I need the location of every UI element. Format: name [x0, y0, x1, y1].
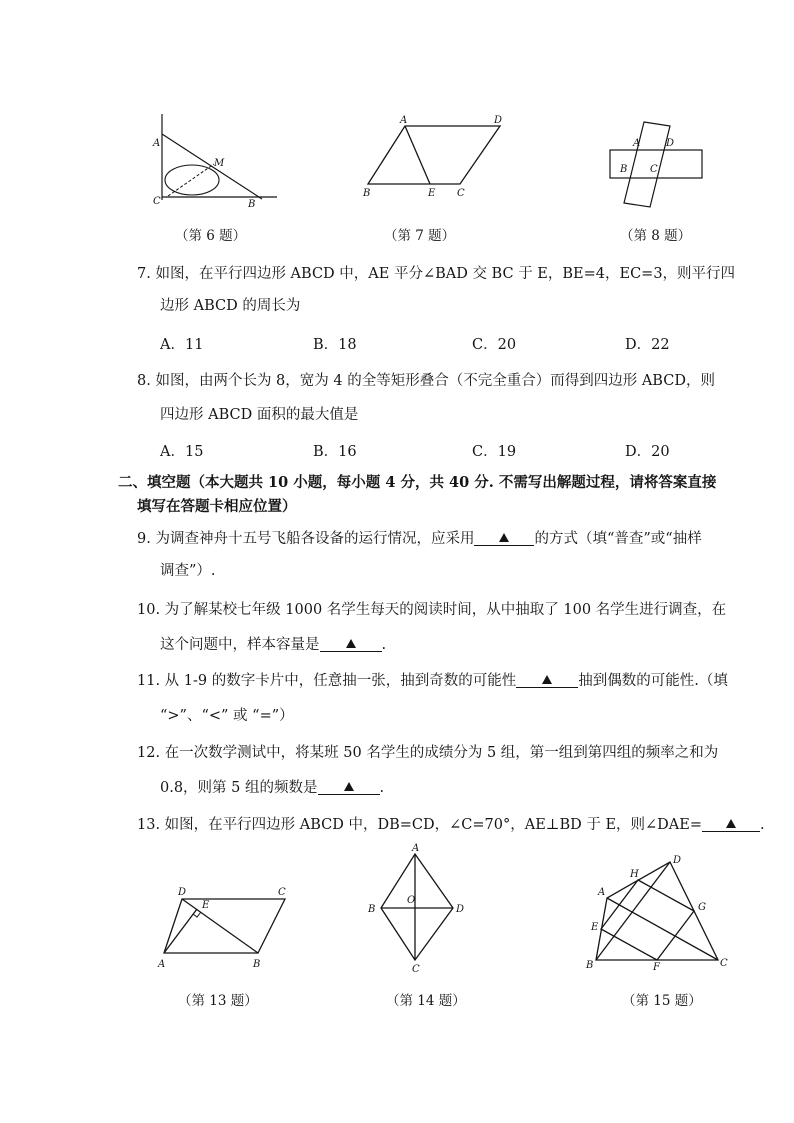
section-2-heading-line-2: 填写在答题卡相应位置） [137, 498, 297, 515]
figure-6-diagram [152, 112, 282, 212]
question-11-line-2: “>”、“<” 或 “=”） [160, 708, 294, 724]
question-13-text: 13. 如图，在平行四边形 ABCD 中，DB=CD，∠C=70°，AE⊥BD 于 E，则∠DAE= [137, 817, 703, 833]
caption-figure-15: （第 15 题） [622, 993, 702, 1009]
figure-14 [365, 842, 475, 977]
label-c: C [650, 164, 658, 175]
figure-13-diagram [150, 885, 300, 975]
label-b: B [586, 960, 594, 971]
question-9-text-end: 的方式（填“普查”或“抽样 [534, 531, 702, 547]
label-f: F [653, 962, 660, 973]
label-a: A [400, 115, 408, 126]
question-12-text: 0.8，则第 5 组的频数是 [160, 780, 318, 796]
q8-option-c[interactable]: C．19 [472, 444, 517, 460]
label-g: G [698, 902, 706, 913]
answer-blank-9[interactable] [474, 531, 534, 546]
caption-figure-8: （第 8 题） [620, 228, 692, 244]
label-a: A [633, 138, 641, 149]
q7-option-a[interactable]: A．11 [160, 337, 204, 353]
answer-blank-13[interactable] [702, 817, 760, 832]
q7-option-d[interactable]: D．22 [625, 337, 670, 353]
triangle-icon [346, 639, 356, 648]
caption-figure-14: （第 14 题） [386, 993, 466, 1009]
triangle-icon [499, 533, 509, 542]
q8-option-a[interactable]: A．15 [160, 444, 204, 460]
figure-6 [152, 112, 282, 212]
figure-15 [580, 850, 740, 975]
label-c: C [457, 188, 465, 199]
figure-13 [150, 885, 300, 975]
label-a: A [598, 887, 606, 898]
label-a: A [412, 843, 420, 854]
q8-option-d[interactable]: D．20 [625, 444, 670, 460]
question-8-line-2: 四边形 ABCD 面积的最大值是 [160, 407, 359, 423]
question-9-line-2: 调查”）. [160, 563, 216, 579]
caption-figure-7: （第 7 题） [384, 228, 456, 244]
question-10-line-1: 10. 为了解某校七年级 1000 名学生每天的阅读时间，从中抽取了 100 名学生进行调查，在 [137, 602, 727, 618]
figure-8-diagram [600, 112, 710, 212]
answer-blank-12[interactable] [318, 780, 380, 795]
label-e: E [428, 188, 436, 199]
label-c: C [153, 196, 161, 207]
question-8-line-1: 8. 如图，由两个长为 8，宽为 4 的全等矩形叠合（不完全重合）而得到四边形 ABCD，则 [137, 373, 715, 389]
figure-7 [360, 112, 520, 202]
question-10-text: 这个问题中，样本容量是 [160, 637, 320, 653]
question-13-line-1 [137, 813, 765, 834]
question-9-text: 9. 为调查神舟十五号飞船各设备的运行情况，应采用 [137, 531, 475, 547]
figure-14-diagram [365, 842, 475, 977]
label-d: D [673, 855, 682, 866]
label-b: B [363, 188, 371, 199]
label-b: B [368, 904, 376, 915]
triangle-icon [542, 675, 552, 684]
label-c: C [278, 887, 286, 898]
label-c: C [720, 958, 728, 969]
label-d: D [494, 115, 503, 126]
label-b: B [253, 959, 261, 970]
answer-blank-10[interactable] [320, 637, 382, 652]
question-10-line-2 [160, 633, 386, 654]
question-11-line-1 [137, 669, 728, 690]
question-10-text-end: . [381, 637, 387, 653]
label-b: B [248, 199, 256, 210]
section-2-heading: 二、填空题（本大题共 10 小题，每小题 4 分，共 40 分. 不需写出解题过程，请将答案直接 [118, 474, 717, 491]
question-12-line-1: 12. 在一次数学测试中，将某班 50 名学生的成绩分为 5 组，第一组到第四组的频率之和为 [137, 745, 719, 761]
label-b: B [620, 164, 628, 175]
question-11-text: 11. 从 1-9 的数字卡片中，任意抽一张，抽到奇数的可能性 [137, 673, 517, 689]
question-9-line-1 [137, 527, 702, 548]
question-12-line-2 [160, 776, 384, 797]
q7-option-b[interactable]: B．18 [313, 337, 357, 353]
q8-option-b[interactable]: B．16 [313, 444, 357, 460]
question-7-line-2: 边形 ABCD 的周长为 [160, 298, 301, 314]
triangle-icon [726, 819, 736, 828]
label-e: E [591, 922, 599, 933]
answer-blank-11[interactable] [516, 673, 578, 688]
question-13-text-end: . [760, 817, 765, 833]
label-d: D [456, 904, 465, 915]
label-d: D [178, 887, 187, 898]
figure-8 [600, 112, 710, 212]
figure-15-diagram [580, 850, 740, 975]
caption-figure-13: （第 13 题） [178, 993, 258, 1009]
label-d: D [666, 138, 675, 149]
question-7-line-1: 7. 如图，在平行四边形 ABCD 中，AE 平分∠BAD 交 BC 于 E，BE=4，EC=3，则平行四 [137, 266, 736, 282]
label-a: A [158, 959, 166, 970]
label-a: A [153, 138, 161, 149]
label-h: H [630, 869, 639, 880]
figure-7-diagram [360, 112, 520, 202]
question-12-text-end: . [379, 780, 385, 796]
caption-figure-6: （第 6 题） [175, 228, 247, 244]
triangle-icon [344, 782, 354, 791]
label-e: E [202, 900, 210, 911]
label-o: O [407, 895, 416, 906]
q7-option-c[interactable]: C．20 [472, 337, 517, 353]
label-m: M [214, 158, 225, 169]
question-11-text-end: 抽到偶数的可能性.（填 [578, 673, 728, 689]
label-c: C [412, 964, 420, 975]
